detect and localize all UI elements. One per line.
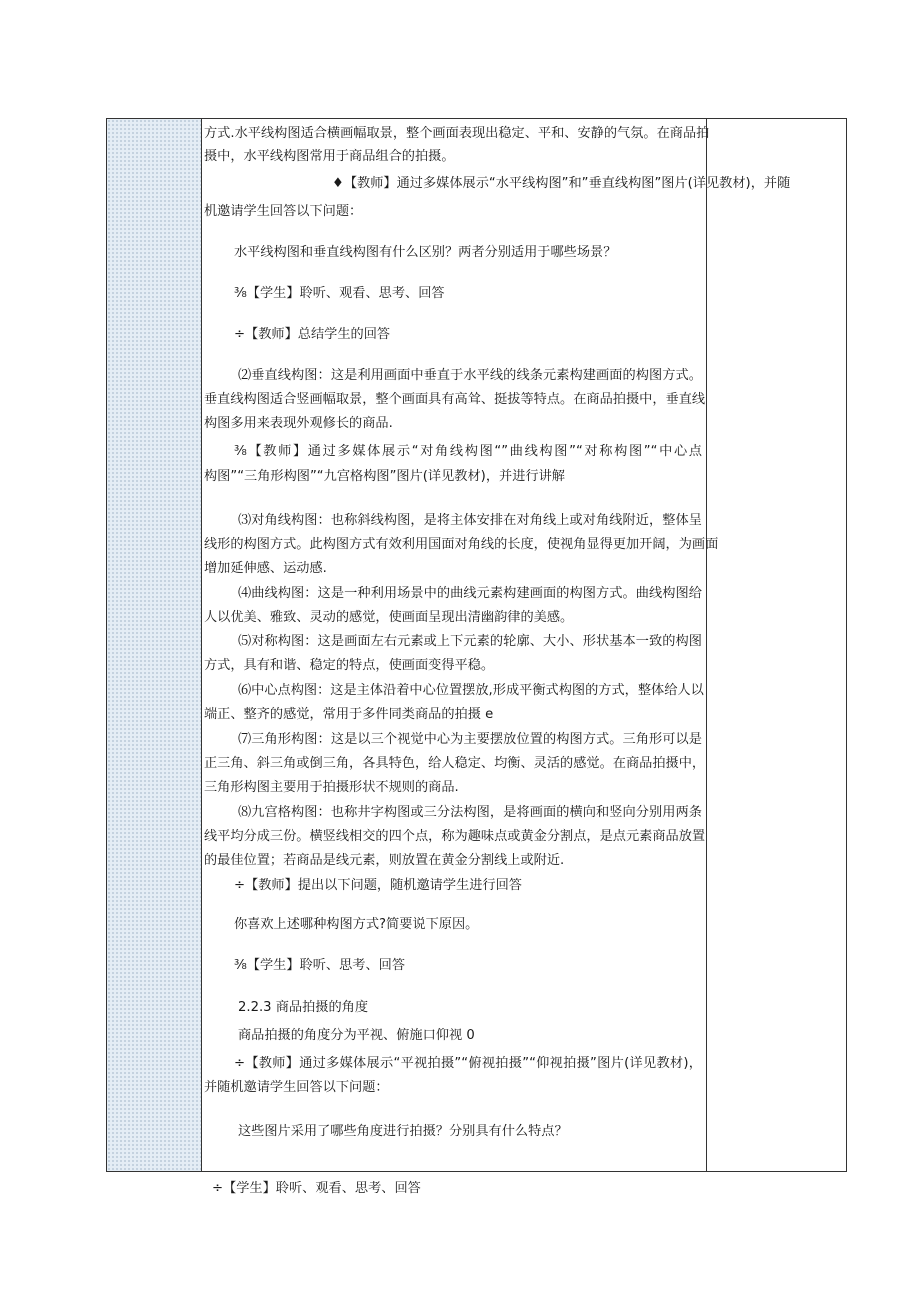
text-line: ⑵垂直线构图：这是利用画面中垂直于水平线的线条元素构建画面的构图方式。	[238, 368, 702, 383]
text-line: 摄中，水平线构图常用于商品组合的拍摄。	[204, 149, 455, 164]
text-line: 机邀请学生回答以下问题：	[204, 204, 363, 219]
question-line: 你喜欢上述哪种构图方式?简要说下原因。	[234, 917, 479, 932]
right-column-cell	[707, 119, 846, 1171]
text-line: 线平均分成三份。横竖线相交的四个点，称为趣味点或黄金分割点，是点元素商品放置	[204, 829, 706, 844]
teacher-line: ♦【教师】通过多媒体展示“水平线构图”和”垂直线构图”图片(详见教材)，并随	[332, 176, 791, 191]
teacher-line: ⅜【教师】通过多媒体展示“对角线构图“”曲线构图”“对称构图”“中心点	[234, 444, 702, 459]
student-line: ⅜【学生】聆听、思考、回答	[234, 958, 406, 973]
text-line: 线形的构图方式。此构图方式有效利用国面对角线的长度，使视角显得更加开阔，为画面	[204, 537, 719, 552]
teacher-line: ÷【教师】总结学生的回答	[234, 327, 391, 342]
content-column-cell	[202, 119, 791, 1171]
text-line: ⑺三角形构图：这是以三个视觉中心为主要摆放位置的构图方式。三角形可以是	[238, 732, 702, 747]
text-line: 人以优美、雅致、灵动的感觉，使画面呈现出清幽韵律的美感。	[204, 610, 574, 625]
question-line: 水平线构图和垂直线构图有什么区别？两者分别适用于哪些场景？	[234, 245, 617, 260]
question-line: 这些图片采用了哪些角度进行拍摄？分别具有什么特点？	[238, 1124, 568, 1139]
text-line: ⑶对角线构图：也称斜线构图，是将主体安排在对角线上或对角线附近，整体呈	[238, 513, 702, 528]
text-line: 并随机邀请学生回答以下问题：	[204, 1080, 389, 1095]
text-line: 垂直线构图适合竖画幅取景，整个画面具有高耸、挺拔等特点。在商品拍摄中，垂直线	[204, 392, 706, 407]
teacher-line: ÷【教师】通过多媒体展示“平视拍摄”“俯视拍摄”“仰视拍摄”图片(详见教材)，	[234, 1056, 702, 1071]
student-line: ⅜【学生】聆听、观看、思考、回答	[234, 286, 445, 301]
text-line: 端正、整齐的感觉，常用于多件同类商品的拍摄 e	[204, 707, 494, 722]
lesson-table	[106, 118, 847, 1172]
text-line: 构图多用来表现外观修长的商品.	[204, 416, 393, 431]
text-line: ⑸对称构图：这是画面左右元素或上下元素的轮廓、大小、形状基本一致的构图	[238, 634, 702, 649]
text-line: ⑷曲线构图：这是一种利用场景中的曲线元素构建画面的构图方式。曲线构图给	[238, 586, 702, 601]
text-line: 的最佳位置；若商品是线元素，则放置在黄金分割线上或附近.	[204, 853, 565, 868]
student-line-after-table: ÷【学生】聆听、观看、思考、回答	[212, 1181, 421, 1196]
text-line: 方式.水平线构图适合横画幅取景，整个画面表现出稳定、平和、安静的气氛。在商品拍	[204, 126, 710, 141]
text-line: 正三角、斜三角或倒三角，各具特色，给人稳定、均衡、灵活的感觉。在商品拍摄中，	[204, 756, 706, 771]
text-line: ⑹中心点构图：这是主体沿着中心位置摆放,形成平衡式构图的方式，整体给人以	[238, 683, 704, 698]
teacher-line: ÷【教师】提出以下问题，随机邀请学生进行回答	[234, 878, 522, 893]
section-heading: 2.2.3 商品拍摄的角度	[238, 1000, 369, 1015]
left-column-cell	[107, 119, 202, 1171]
text-line: 三角形构图主要用于拍摄形状不规则的商品.	[204, 780, 459, 795]
text-line: 方式，具有和谐、稳定的特点，使画面变得平稳。	[204, 658, 495, 673]
text-line: 增加延伸感、运动感.	[204, 561, 327, 576]
text-line: 商品拍摄的角度分为平视、俯施口仰视 0	[238, 1028, 475, 1043]
text-line: 构图”“三角形构图”“九宫格构图”图片(详见教材)，并进行讲解	[204, 469, 565, 484]
text-line: ⑻九宫格构图：也称井字构图或三分法构图，是将画面的横向和竖向分别用两条	[238, 805, 702, 820]
